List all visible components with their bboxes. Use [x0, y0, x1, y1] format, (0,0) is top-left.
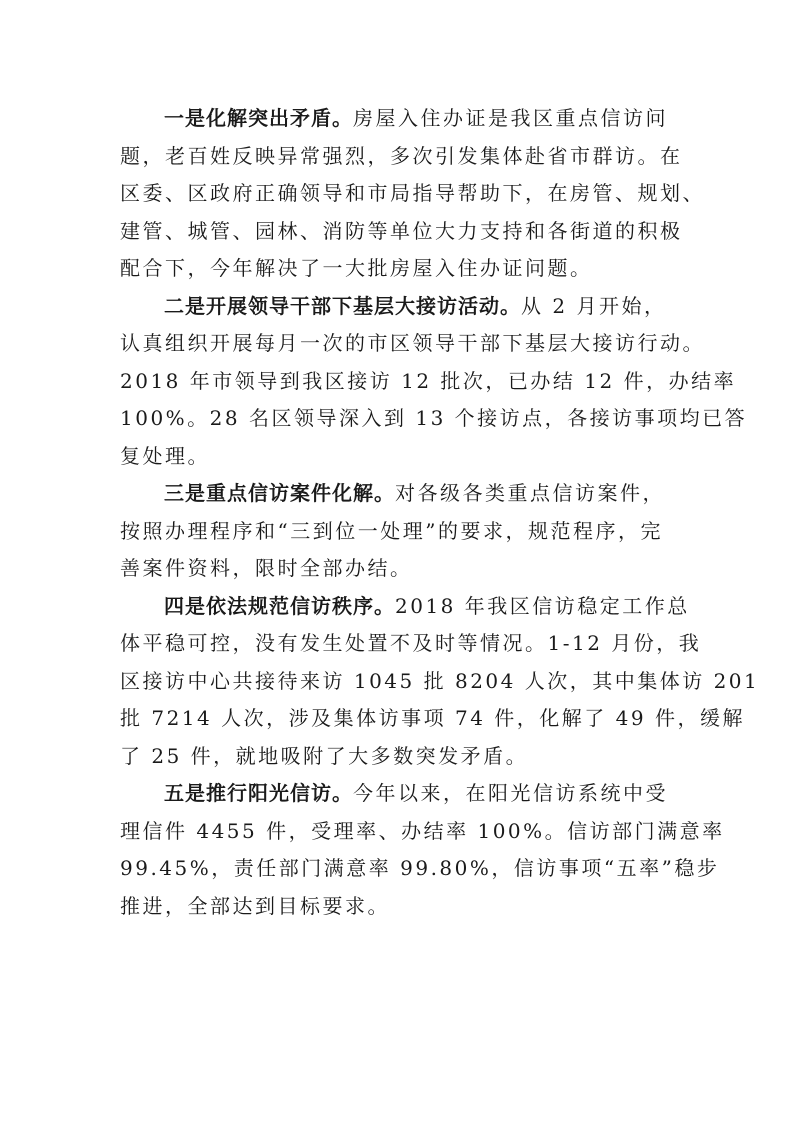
paragraph-3-line-1: 对各级各类重点信访案件， [395, 481, 665, 505]
paragraph-5-line-2: 理信件 4455 件，受理率、办结率 100%。信访部门满意率 [120, 818, 725, 843]
paragraph-5-line-1: 今年以来，在阳光信访系统中受 [353, 781, 668, 805]
paragraph-2 [120, 288, 748, 476]
paragraph-4 [120, 588, 760, 776]
paragraph-5-line-3: 99.45%，责任部门满意率 99.80%，信访事项“五率”稳步 [120, 856, 720, 880]
paragraph-3-line-3: 善案件资料，限时全部办结。 [120, 556, 413, 580]
paragraph-2-line-1: 从 2 月开始， [521, 293, 667, 318]
paragraph-3 [120, 475, 680, 588]
paragraph-4-line-4: 批 7214 人次，涉及集体访事项 74 件，化解了 49 件，缓解 [120, 706, 745, 730]
paragraph-5 [120, 775, 725, 925]
paragraph-3-first-line [120, 475, 680, 513]
paragraph-1-heading: 一是化解突出矛盾。 [164, 106, 353, 130]
paragraph-2-heading: 二是开展领导干部下基层大接访活动。 [164, 293, 521, 318]
paragraph-1-line-1: 房屋入住办证是我区重点信访问 [353, 106, 668, 130]
paragraph-1-line-4: 建管、城管、园林、消防等单位大力支持和各街道的积极 [120, 218, 683, 243]
paragraph-4-line-1: 2018 年我区信访稳定工作总 [395, 593, 690, 618]
paragraph-4-line-5: 了 25 件，就地吸附了大多数突发矛盾。 [120, 743, 529, 768]
paragraph-1-line-5: 配合下，今年解决了一大批房屋入住办证问题。 [120, 256, 593, 280]
paragraph-1-line-3: 区委、区政府正确领导和市局指导帮助下，在房管、规划、 [120, 181, 705, 205]
paragraph-5-line-4: 推进，全部达到目标要求。 [120, 893, 390, 918]
document-body [120, 100, 760, 925]
paragraph-1-line-2: 题，老百姓反映异常强烈，多次引发集体赴省市群访。在 [120, 143, 683, 168]
paragraph-1 [120, 100, 705, 288]
paragraph-4-first-line [120, 588, 690, 626]
paragraph-2-line-3: 2018 年市领导到我区接访 12 批次，已办结 12 件，办结率 [120, 368, 737, 393]
paragraph-2-line-2: 认真组织开展每月一次的市区领导干部下基层大接访行动。 [120, 331, 705, 355]
paragraph-4-heading: 四是依法规范信访秩序。 [164, 593, 395, 618]
paragraph-1-first-line [120, 100, 680, 138]
paragraph-4-line-3: 区接访中心共接待来访 1045 批 8204 人次，其中集体访 201 [120, 668, 760, 693]
paragraph-3-heading: 三是重点信访案件化解。 [164, 481, 395, 505]
paragraph-4-line-2: 体平稳可控，没有发生处置不及时等情况。1-12 月份，我 [120, 631, 702, 655]
paragraph-2-line-5: 复处理。 [120, 443, 210, 468]
paragraph-5-first-line [120, 775, 680, 813]
paragraph-2-first-line [120, 288, 680, 326]
paragraph-3-line-2: 按照办理程序和“三到位一处理”的要求，规范程序，完 [120, 518, 663, 543]
paragraph-2-line-4: 100%。28 名区领导深入到 13 个接访点，各接访事项均已答 [120, 406, 748, 430]
paragraph-5-heading: 五是推行阳光信访。 [164, 781, 353, 805]
